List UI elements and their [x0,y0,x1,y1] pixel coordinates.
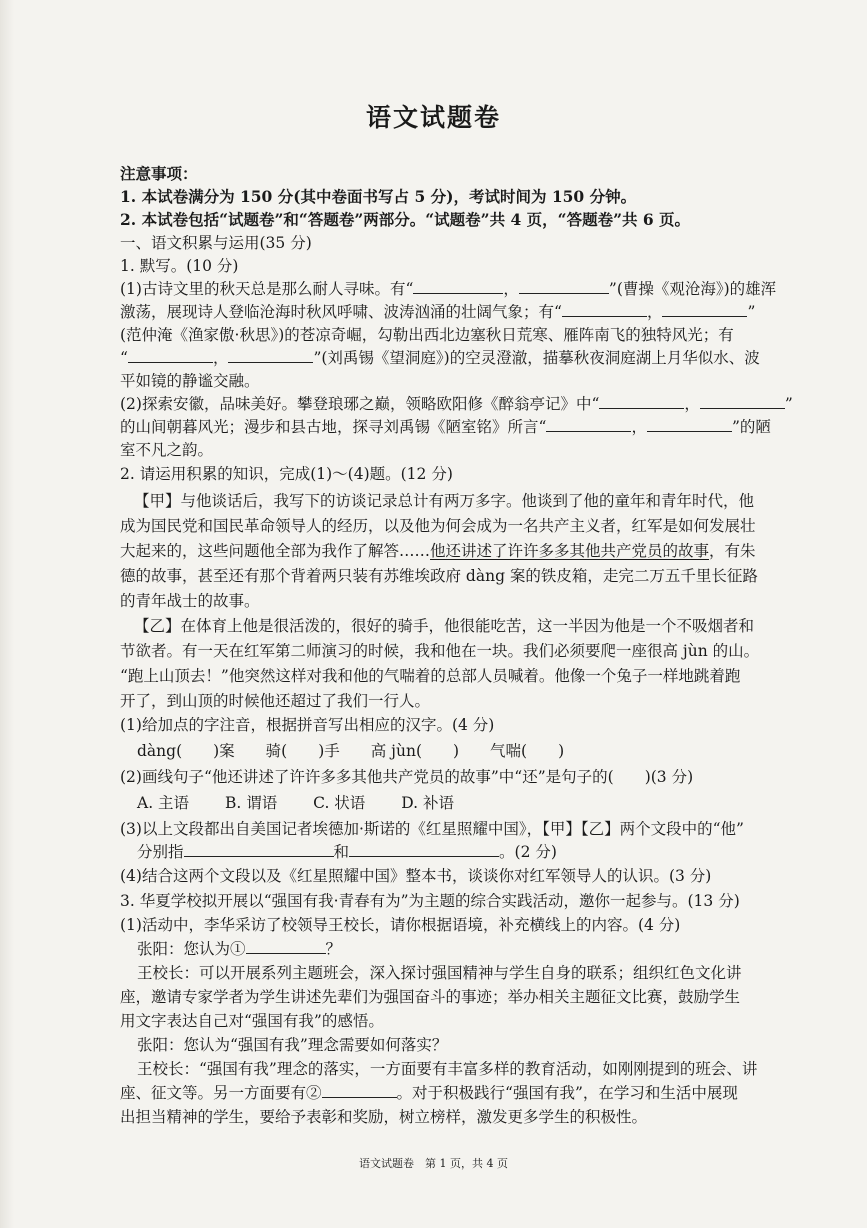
text: (2)探索安徽，品味美好。攀登琅琊之巅，领略欧阳修《醉翁亭记》中“ [120,395,600,413]
dialogue-wang-2-line2 [120,1082,738,1104]
text: 分别指 [137,843,184,861]
q1-p1-line3: (范仲淹《渔家傲·秋思》)的苍凉奇崛，勾勒出西北边塞秋日荒寒、雁阵南飞的独特风光；有 [120,326,734,344]
answer-blank[interactable] [546,416,631,432]
q1-p1-line5: 平如镜的静谧交融。 [120,372,260,390]
text: ”的陋 [731,418,771,436]
q3-sub1: (1)活动中，李华采访了校领导王校长，请你根据语境，补充横线上的内容。(4 分) [120,916,681,934]
q1-p2-line1 [120,393,793,415]
q3-stem: 3. 华夏学校拟开展以“强国有我·青春有为”为主题的综合实践活动，邀你一起参与。(13 分) [120,892,740,910]
answer-blank[interactable] [700,393,785,409]
text: “ [120,349,128,367]
answer-blank[interactable] [228,347,313,363]
notice-item-2: 2. 本试卷包括“试题卷”和“答题卷”两部分。“试题卷”共 4 页，“答题卷”共 6 页。 [120,210,691,229]
page-footer: 语文试题卷 第 1 页，共 4 页 [359,1157,508,1170]
text: ， [212,349,229,367]
answer-blank[interactable] [599,393,684,409]
dialogue-wang-2-line1: 王校长：“强国有我”理念的落实，一方面要有丰富多样的教育活动，如刚刚提到的班会、讲 [137,1060,758,1078]
answer-blank[interactable] [349,841,499,857]
q1-p1-line1 [120,278,776,300]
answer-blank[interactable] [647,416,732,432]
text: 张阳：您认为① [137,940,246,958]
answer-blank[interactable] [562,301,647,317]
text: 。(2 分) [499,843,557,861]
text: 大起来的，这些问题他全部为我作了解答…… [120,542,431,560]
text: ， [646,303,663,321]
text: ” [784,395,793,413]
answer-blank[interactable] [322,1082,397,1098]
q1-p1-line4 [120,347,760,369]
text: ，有朱 [709,542,756,560]
text: 和 [333,843,350,861]
text: ” [747,303,756,321]
q2-sub4: (4)结合这两个文段以及《红星照耀中国》整本书，谈谈你对红军领导人的认识。(3 分) [120,867,712,885]
q1-stem: 1. 默写。(10 分) [120,257,239,275]
q2-sub3-line2 [137,841,557,863]
text: 座、征文等。另一方面要有② [120,1084,322,1102]
text: ， [684,395,700,413]
passage-yi-line4: 开了，到山顶的时候他还超过了我们一行人。 [120,692,431,710]
q2-sub1: (1)给加点的字注音，根据拼音写出相应的汉字。(4 分) [120,716,495,734]
q2-sub3-line1: (3)以上文段都出自美国记者埃德加·斯诺的《红星照耀中国》，【甲】【乙】两个文段中的“他” [120,820,744,838]
q1-p2-line2 [120,416,771,438]
text: 。对于积极践行“强国有我”，在学习和生活中展现 [396,1084,738,1102]
answer-blank[interactable] [519,278,609,294]
dialogue-wang-1-line3: 用文字表达自己对“强国有我”的感悟。 [120,1012,384,1030]
section-heading: 一、语文积累与运用(35 分) [120,234,312,252]
notice-item-1: 1. 本试卷满分为 150 分(其中卷面书写占 5 分)，考试时间为 150 分钟。 [120,187,637,206]
dialogue-wang-1-line1: 王校长：可以开展系列主题班会，深入探讨强国精神与学生自身的联系；组织红色文化讲 [137,964,742,982]
text: ”(曹操《观沧海》)的雄浑 [608,280,777,298]
passage-jia-line2: 成为国民党和国民革命领导人的经历，以及他为何会成为一名共产主义者，红军是如何发展壮 [120,517,756,535]
dialogue-wang-2-line3: 出担当精神的学生，要给予表彰和奖励，树立榜样，激发更多学生的积极性。 [120,1108,648,1126]
passage-yi-line2: 节欲者。有一天在红军第二师演习的时候，我和他在一块。我们必须要爬一座很高 jùn 的山。 [120,642,760,660]
answer-blank[interactable] [413,278,503,294]
passage-jia-line5: 的青年战士的故事。 [120,592,260,610]
text: (1)古诗文里的秋天总是那么耐人寻味。有“ [120,280,414,298]
page-title: 语文试题卷 [365,103,501,132]
answer-blank[interactable] [246,938,326,954]
q1-p2-line3: 室不凡之韵。 [120,441,214,459]
q2-sub2: (2)画线句子“他还讲述了许许多多其他共产党员的故事”中“还”是句子的( )(3 分) [120,768,694,786]
q1-p1-line2 [120,301,755,323]
underlined-sentence: 他还讲述了许许多多其他共产党员的故事 [430,542,710,560]
q2-sub1-items: dàng( )案 骑( )手 高 jùn( ) 气喘( ) [137,742,565,760]
answer-blank[interactable] [128,347,213,363]
answer-blank[interactable] [662,301,747,317]
scan-edge [0,0,14,1228]
text: 的山间朝暮风光；漫步和县古地，探寻刘禹锡《陋室铭》所言“ [120,418,547,436]
notice-heading: 注意事项： [120,164,198,183]
q2-sub2-options: A. 主语 B. 谓语 C. 状语 D. 补语 [137,794,454,812]
passage-yi-line3: “跑上山顶去！”他突然这样对我和他的气喘着的总部人员喊着。他像一个兔子一样地跳着跑 [120,667,741,685]
q2-stem: 2. 请运用积累的知识，完成(1)～(4)题。(12 分) [120,465,453,483]
text: ”(刘禹锡《望洞庭》)的空灵澄澈，描摹秋夜洞庭湖上月华似水、波 [313,349,760,367]
dialogue-zhangyang-1 [137,938,341,960]
text: 激荡，展现诗人登临沧海时秋风呼啸、波涛汹涌的壮阔气象；有“ [120,303,562,321]
text: ？ [325,940,342,958]
text: ， [503,280,519,298]
dialogue-wang-1-line2: 座，邀请专家学者为学生讲述先辈们为强国奋斗的事迹；举办相关主题征文比赛，鼓励学生 [120,988,741,1006]
answer-blank[interactable] [184,841,334,857]
passage-jia-line4: 德的故事，甚至还有那个背着两只装有苏维埃政府 dàng 案的铁皮箱，走完二万五千里长征路 [120,567,758,585]
text: ， [631,418,647,436]
passage-jia-line3 [120,540,756,562]
dialogue-zhangyang-2: 张阳：您认为“强国有我”理念需要如何落实？ [137,1036,448,1054]
passage-yi-line1: 【乙】在体育上他是很活泼的，很好的骑手，他很能吃苦，这一半因为他是一个不吸烟者和 [134,617,755,635]
passage-jia-line1: 【甲】与他谈话后，我写下的访谈记录总计有两万多字。他谈到了他的童年和青年时代，他 [134,492,755,510]
